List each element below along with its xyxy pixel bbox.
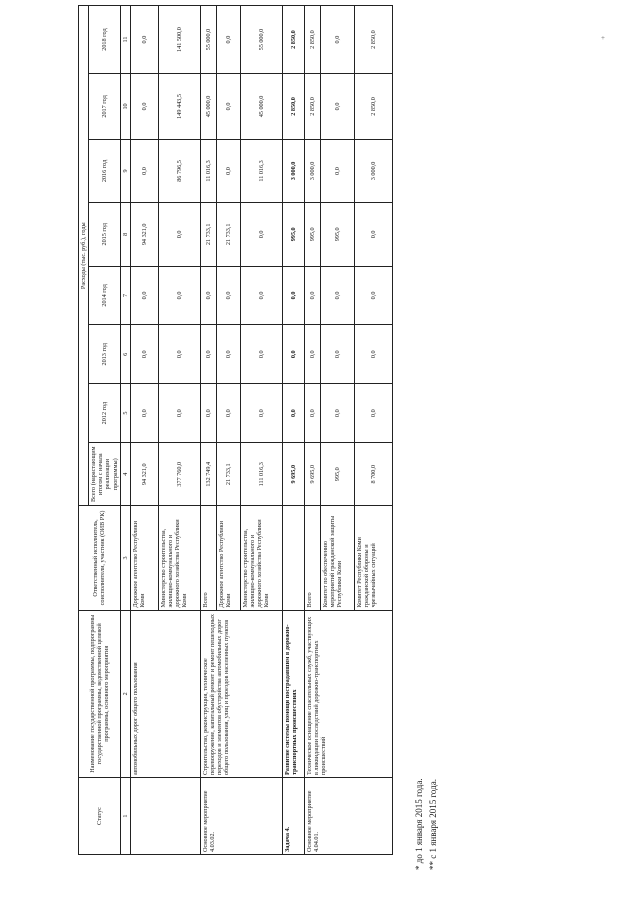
status-cell: Основное мероприятие 4.03.02.: [200, 778, 282, 855]
column-number: 1: [120, 778, 130, 855]
value-cell: 0,0: [158, 203, 200, 266]
column-number-row: [120, 6, 130, 855]
responsible-cell: Комитет по обеспечению мероприятий гражданской защиты Республики Коми: [320, 506, 354, 610]
value-cell: 0,0: [320, 325, 354, 384]
responsible-cell: Комитет Республики Коми гражданской обороны и чрезвычайных ситуаций: [354, 506, 392, 610]
corner-mark: +: [601, 34, 605, 42]
value-cell: 55 000,0: [240, 6, 282, 74]
column-number: 9: [120, 139, 130, 202]
value-cell: 0,0: [320, 139, 354, 202]
value-cell: 0,0: [200, 384, 216, 443]
responsible-cell: Дорожное агентство Республики Коми: [130, 506, 158, 610]
value-cell: 0,0: [130, 74, 158, 140]
value-cell: 3 000,0: [282, 139, 304, 202]
header-year: 2013 год: [89, 325, 121, 384]
status-cell: Основное мероприятие 4.04.01.: [304, 778, 392, 855]
value-cell: 377 760,0: [158, 443, 200, 506]
value-cell: 0,0: [130, 384, 158, 443]
value-cell: 0,0: [282, 325, 304, 384]
responsible-cell: [282, 506, 304, 610]
value-cell: 21 733,1: [216, 203, 240, 266]
value-cell: 45 000,0: [240, 74, 282, 140]
value-cell: 0,0: [240, 203, 282, 266]
value-cell: 0,0: [216, 6, 240, 74]
value-cell: 45 000,0: [200, 74, 216, 140]
name-cell: Техническое оснащение спасательных служб, участвующих в ликвидации последствий дорожно-транспортных происшествий: [304, 610, 392, 778]
value-cell: 2 850,0: [282, 6, 304, 74]
value-cell: 2 850,0: [304, 74, 320, 140]
value-cell: 0,0: [130, 139, 158, 202]
value-cell: 0,0: [282, 384, 304, 443]
value-cell: 111 016,3: [240, 443, 282, 506]
name-cell: Строительство, реконструкция, техническое перевооружение, капитальный ремонт и ремонт пешеходных переходов и элементов обустройства автомобильных дорог общего пользования, улиц и проездов населенных пунктов: [200, 610, 282, 778]
header-expenses: Расходы (тыс. руб.), годы: [79, 6, 89, 506]
footnotes: [412, 778, 440, 870]
value-cell: 0,0: [130, 266, 158, 325]
responsible-cell: Всего: [200, 506, 216, 610]
value-cell: 3 000,0: [354, 139, 392, 202]
value-cell: 0,0: [320, 384, 354, 443]
expenses-table: [78, 5, 393, 855]
value-cell: 0,0: [304, 384, 320, 443]
value-cell: 995,0: [304, 203, 320, 266]
header-year: 2017 год: [89, 74, 121, 140]
column-number: 7: [120, 266, 130, 325]
value-cell: 0,0: [282, 266, 304, 325]
value-cell: 3 000,0: [304, 139, 320, 202]
value-cell: 11 016,3: [200, 139, 216, 202]
status-cell: [130, 778, 200, 855]
header-year: 2016 год: [89, 139, 121, 202]
value-cell: 0,0: [216, 266, 240, 325]
value-cell: 21 733,1: [200, 203, 216, 266]
header-year: 2018 год: [89, 6, 121, 74]
value-cell: 0,0: [130, 325, 158, 384]
value-cell: 2 850,0: [354, 74, 392, 140]
value-cell: 0,0: [354, 325, 392, 384]
header-name: Наименование государственной программы, подпрограммы государственной программы, ведомственной целевой программы, основного мероприятия: [79, 610, 121, 778]
value-cell: 132 749,4: [200, 443, 216, 506]
name-cell: Развитие системы помощи пострадавшим в дорожно-транспортных происшествиях: [282, 610, 304, 778]
column-number: 10: [120, 74, 130, 140]
value-cell: 0,0: [158, 384, 200, 443]
value-cell: 94 321,0: [130, 443, 158, 506]
header-row-1: [79, 6, 89, 855]
header-year: 2014 год: [89, 266, 121, 325]
header-year: 2015 год: [89, 203, 121, 266]
value-cell: 0,0: [304, 325, 320, 384]
value-cell: 86 796,5: [158, 139, 200, 202]
value-cell: 2 850,0: [354, 6, 392, 74]
column-number: 3: [120, 506, 130, 610]
value-cell: 0,0: [216, 74, 240, 140]
value-cell: 0,0: [240, 325, 282, 384]
value-cell: 0,0: [354, 384, 392, 443]
responsible-cell: Дорожное агентство Республики Коми: [216, 506, 240, 610]
footnote: ** с 1 января 2015 года.: [428, 779, 438, 870]
value-cell: 0,0: [354, 266, 392, 325]
value-cell: 0,0: [240, 266, 282, 325]
column-number: 4: [120, 443, 130, 506]
column-number: 8: [120, 203, 130, 266]
name-cell: автомобильных дорог общего пользования: [130, 610, 200, 778]
value-cell: 995,0: [282, 203, 304, 266]
table-row: [282, 6, 304, 855]
value-cell: 0,0: [320, 266, 354, 325]
responsible-cell: Министерство строительства, жилищно-коммунального и дорожного хозяйства Республики Коми: [240, 506, 282, 610]
footnote: * до 1 января 2015 года.: [414, 778, 424, 870]
value-cell: 0,0: [216, 139, 240, 202]
value-cell: 0,0: [130, 6, 158, 74]
value-cell: 0,0: [354, 203, 392, 266]
value-cell: 149 443,5: [158, 74, 200, 140]
value-cell: 995,0: [320, 203, 354, 266]
value-cell: 995,0: [320, 443, 354, 506]
value-cell: 0,0: [158, 325, 200, 384]
table-row: [200, 6, 216, 855]
value-cell: 8 700,0: [354, 443, 392, 506]
column-number: 5: [120, 384, 130, 443]
value-cell: 2 850,0: [304, 6, 320, 74]
value-cell: 0,0: [216, 384, 240, 443]
value-cell: 21 733,1: [216, 443, 240, 506]
responsible-cell: Министерство строительства, жилищно-коммунального и дорожного хозяйства Республики Коми: [158, 506, 200, 610]
value-cell: 2 850,0: [282, 74, 304, 140]
value-cell: 55 000,0: [200, 6, 216, 74]
value-cell: 0,0: [200, 325, 216, 384]
rotated-table-wrapper: [78, 5, 398, 855]
header-responsible: Ответственный исполнитель, соисполнители, участник (ОИВ РК): [79, 506, 121, 610]
value-cell: 94 321,0: [130, 203, 158, 266]
table-row: [130, 6, 158, 855]
value-cell: 0,0: [158, 266, 200, 325]
header-status: Статус: [79, 778, 121, 855]
value-cell: 0,0: [320, 6, 354, 74]
column-number: 6: [120, 325, 130, 384]
value-cell: 0,0: [200, 266, 216, 325]
value-cell: 0,0: [216, 325, 240, 384]
table-row: [304, 6, 320, 855]
column-number: 11: [120, 6, 130, 74]
value-cell: 9 695,0: [304, 443, 320, 506]
value-cell: 141 500,0: [158, 6, 200, 74]
responsible-cell: Всего: [304, 506, 320, 610]
header-total: Всего (нарастающим итогом с начала реализации программы): [89, 443, 121, 506]
value-cell: 0,0: [320, 74, 354, 140]
header-year: 2012 год: [89, 384, 121, 443]
value-cell: 0,0: [304, 266, 320, 325]
value-cell: 9 695,0: [282, 443, 304, 506]
column-number: 2: [120, 610, 130, 778]
status-cell: Задача 4.: [282, 778, 304, 855]
value-cell: 0,0: [240, 384, 282, 443]
value-cell: 11 016,3: [240, 139, 282, 202]
